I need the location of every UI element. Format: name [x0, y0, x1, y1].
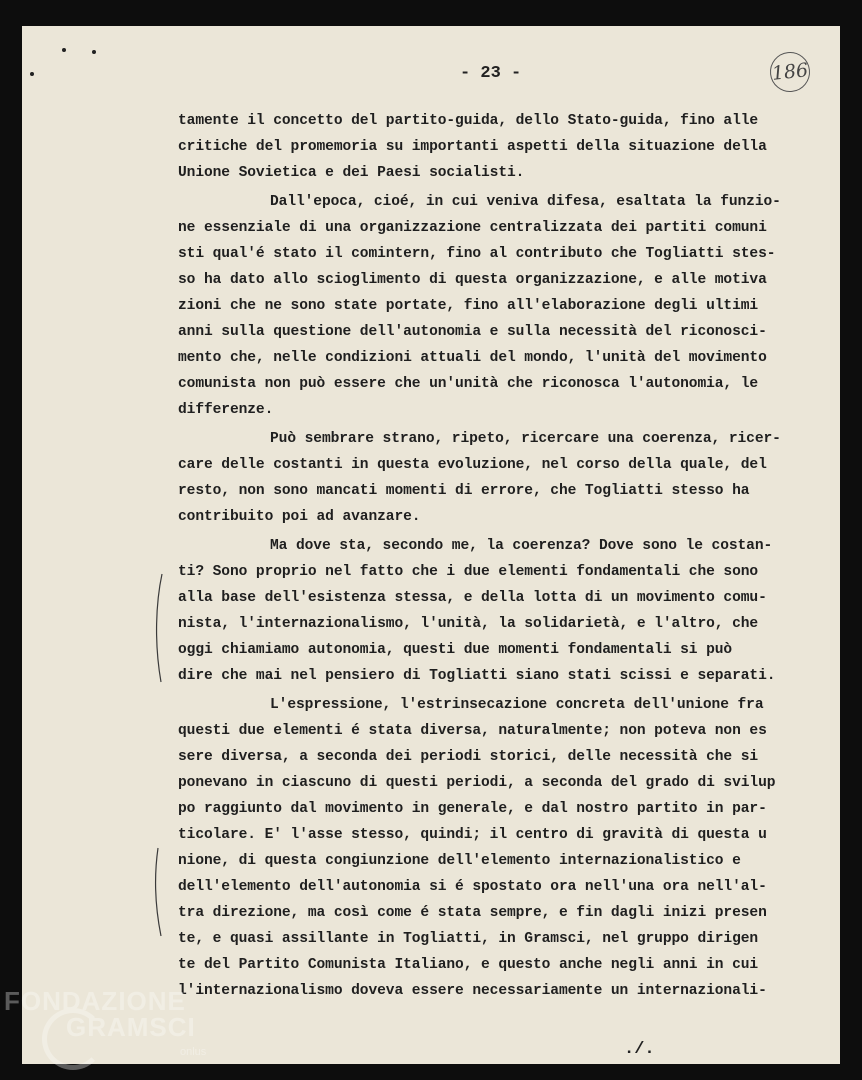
text-line: questi due elementi é stata diversa, naturalmente; non poteva non es — [178, 723, 767, 739]
text-line: tra direzione, ma così come é stata sempre, e fin dagli inizi presen — [178, 905, 767, 921]
text-line: te, e quasi assillante in Togliatti, in Gramsci, nel gruppo dirigen — [178, 931, 759, 947]
text-line: oggi chiamiamo autonomia, questi due momenti fondamentali si può — [178, 642, 733, 658]
text-line: resto, non sono mancati momenti di errore, che Togliatti stesso ha — [178, 483, 750, 499]
text-line: Può sembrare strano, ripeto, ricercare una coerenza, ricer- — [270, 431, 781, 447]
margin-pencil-mark — [152, 572, 166, 684]
text-line: tamente il concetto del partito-guida, dello Stato-guida, fino alle — [178, 113, 759, 129]
text-line: ti? Sono proprio nel fatto che i due elementi fondamentali che sono — [178, 564, 759, 580]
watermark-text: FONDAZIONE — [4, 986, 186, 1016]
text-line: Ma dove sta, secondo me, la coerenza? Dove sono le costan- — [270, 538, 773, 554]
text-line: care delle costanti in questa evoluzione, nel corso della quale, del — [178, 457, 767, 473]
text-line: so ha dato allo scioglimento di questa organizzazione, e alle motiva — [178, 272, 767, 288]
text-line: sti qual'é stato il comintern, fino al contributo che Togliatti stes- — [178, 246, 776, 262]
punch-mark — [62, 48, 66, 52]
text-line: dell'elemento dell'autonomia si é spostato ora nell'una ora nell'al- — [178, 879, 767, 895]
text-line: nista, l'internazionalismo, l'unità, la solidarietà, e l'altro, che — [178, 616, 759, 632]
text-line: po raggiunto dal movimento in generale, e dal nostro partito in par- — [178, 801, 767, 817]
margin-pencil-mark — [150, 846, 164, 938]
text-line: L'espressione, l'estrinsecazione concreta dell'unione fra — [270, 697, 764, 713]
text-line: dire che mai nel pensiero di Togliatti siano stati scissi e separati. — [178, 668, 776, 684]
text-line: contribuito poi ad avanzare. — [178, 509, 421, 525]
watermark-text: onlus — [180, 1046, 207, 1058]
archive-folio-number: 186 — [768, 50, 812, 94]
text-line: critiche del promemoria su importanti aspetti della situazione della — [178, 139, 767, 155]
text-line: ticolare. E' l'asse stesso, quindi; il centro di gravità di questa u — [178, 827, 767, 843]
text-line: zioni che ne sono state portate, fino all'elaborazione degli ultimi — [178, 298, 759, 314]
text-line: l'internazionalismo doveva essere necessariamente un internazionali- — [178, 983, 767, 999]
page-number: - 23 - — [460, 64, 522, 83]
text-line: sere diversa, a seconda dei periodi storici, delle necessità che si — [178, 749, 759, 765]
text-line: Unione Sovietica e dei Paesi socialisti. — [178, 165, 525, 181]
text-line: anni sulla questione dell'autonomia e sulla necessità del riconosci- — [178, 324, 767, 340]
typewritten-body — [178, 108, 828, 1004]
text-line: ne essenziale di una organizzazione centralizzata dei partiti comuni — [178, 220, 767, 236]
watermark-text: GRAMSCI — [66, 1012, 196, 1042]
text-line: nione, di questa congiunzione dell'elemento internazionalistico e — [178, 853, 741, 869]
text-line: alla base dell'esistenza stessa, e della lotta di un movimento comu- — [178, 590, 767, 606]
text-line: differenze. — [178, 402, 274, 418]
continuation-mark: ./. — [624, 1040, 655, 1059]
text-line: comunista non può essere che un'unità che riconosca l'autonomia, le — [178, 376, 759, 392]
punch-mark — [30, 72, 34, 76]
text-line: mento che, nelle condizioni attuali del mondo, l'unità del movimento — [178, 350, 767, 366]
text-line: ponevano in ciascuno di questi periodi, a seconda del grado di svilup — [178, 775, 776, 791]
text-line: te del Partito Comunista Italiano, e questo anche negli anni in cui — [178, 957, 759, 973]
punch-mark — [92, 50, 96, 54]
text-line: Dall'epoca, cioé, in cui veniva difesa, esaltata la funzio- — [270, 194, 781, 210]
